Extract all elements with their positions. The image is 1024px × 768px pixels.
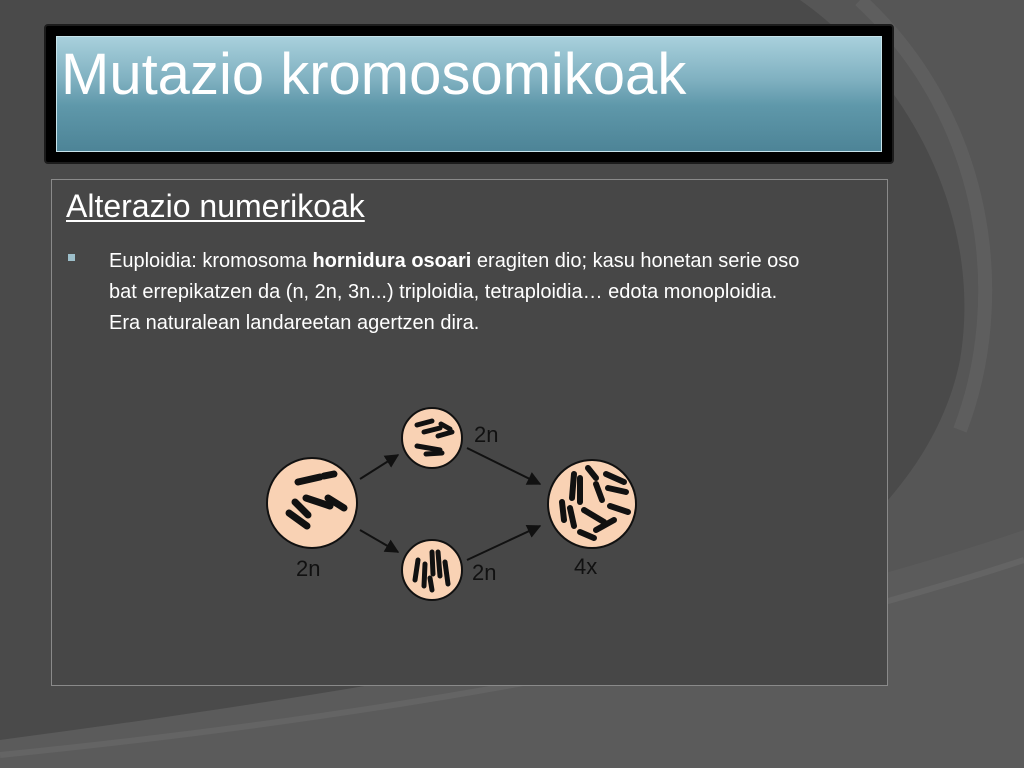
bullet-bold-osoari: osoari: [411, 250, 472, 272]
arrow-bottom-to-result: [467, 526, 540, 560]
arrow-to-top-cell: [360, 455, 398, 479]
bullet-bold-hornidura: hornidura: [312, 250, 406, 272]
bullet-text: [109, 246, 809, 339]
title-frame: [44, 24, 894, 164]
polyploidy-diagram: [262, 402, 652, 617]
arrow-top-to-result: [467, 448, 540, 484]
result-cell: [548, 460, 636, 548]
bullet-text-part2: eragiten dio; kasu honetan serie oso bat errepikatzen da (n, 2n, 3n...) triploidia, tetraploidia… edota monoploidia. Era naturalean landareetan agertzen dira.: [109, 250, 800, 334]
title-bar: [56, 36, 882, 152]
subheading: Alterazio numerikoak: [66, 188, 365, 224]
arrow-to-bottom-cell: [360, 530, 398, 552]
bullet-text-part1: Euploidia: kromosoma: [109, 250, 313, 272]
label-parent-2n: 2n: [296, 556, 321, 581]
slide-title: Mutazio kromosomikoak: [61, 42, 687, 107]
label-result-4x: 4x: [574, 554, 598, 579]
label-bottom-2n: 2n: [472, 560, 497, 585]
top-cell: [402, 408, 462, 468]
content-box: [51, 179, 888, 686]
bullet-square-icon: [68, 254, 75, 261]
label-top-2n: 2n: [474, 422, 499, 447]
bottom-cell: [402, 540, 462, 600]
parent-cell: [267, 458, 357, 548]
